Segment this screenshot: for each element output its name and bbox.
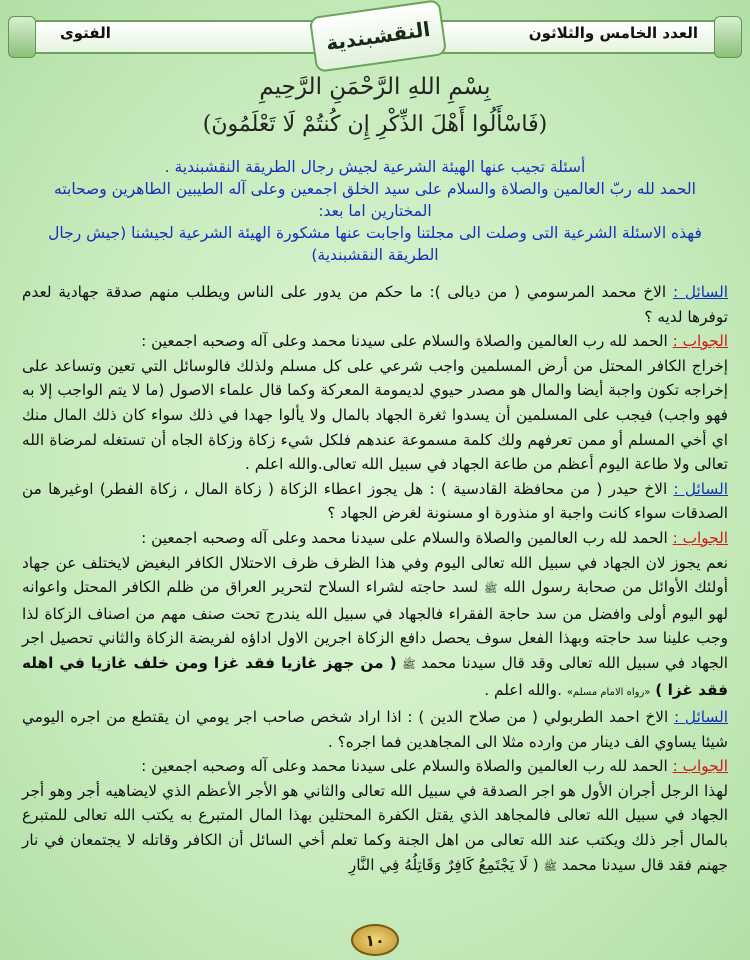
answer-text: نعم يجوز لان الجهاد في سبيل الله تعالى اليوم وفي هذا الظرف ظرف الاحتلال الكافر البغيض لايختلف عن جهاد أولئك الأوائل من صحابة رسول الله: [22, 553, 728, 597]
intro-line-2: الحمد لله ربّ العالمين والصلاة والسلام على سيد الخلق اجمعين وعلى آله الطيبين الطاهرين وصحابته المختارين اما بعد:: [54, 180, 696, 220]
question-label: السائل :: [672, 283, 728, 301]
question-label: السائل :: [674, 708, 728, 727]
answer-1-opening: [22, 329, 728, 354]
answer-text: لهذا الرجل أجران الأول هو اجر الصدقة في سبيل الله تعالى والثاني هو الأجر الأعظم الذي لايضاهيه أجر وهو أجر الجهاد في سبيل الله تعالى فالمجاهد الذي يقتل الكفرة المحتلين بهذا المال المتبرع به يكتب الله تعالى للمتبرع بالمال أجر ذلك ويكتب عند الله تعالى من اهل الجنة وكما تعلم أخي السائل أن الكافر وقاتله لا يجتمعان في نار جهنم فقد قال سيدنا محمد: [22, 781, 728, 874]
answer-opening-text: الحمد لله رب العالمين والصلاة والسلام على سيدنا محمد وعلى آله وصحبه اجمعين :: [141, 757, 668, 776]
ribbon-end-left: [8, 16, 36, 58]
intro-block: [40, 156, 710, 266]
hadith-source: «رواه الامام مسلم»: [566, 686, 651, 698]
issue-title: العدد الخامس والثلاثون: [528, 24, 698, 42]
intro-line-1: أسئلة تجيب عنها الهيئة الشرعية لجيش رجال الطريقة النقشبندية .: [164, 158, 586, 176]
salutation-symbol: ﷺ: [543, 859, 557, 873]
answer-3-body: [22, 779, 728, 879]
section-title: الفتوى: [60, 24, 111, 42]
question-label: السائل :: [673, 479, 728, 498]
question-2: [22, 477, 728, 526]
answer-opening-text: الحمد لله رب العالمين والصلاة والسلام على سيدنا محمد وعلى آله وصحبه اجمعين :: [141, 528, 668, 547]
question-text: الاخ محمد المرسومي ( من ديالى ): ما حكم من يدور على الناس ويطلب منهم صدقة جهادية لعدم توفرها لديه ؟: [22, 283, 728, 326]
answer-label: الجواب :: [672, 332, 728, 351]
ribbon-end-right: [714, 16, 742, 58]
question-1: [22, 280, 728, 329]
salutation-symbol: ﷺ: [402, 657, 416, 671]
answer-3-opening: [22, 754, 728, 779]
answer-label: الجواب :: [672, 757, 728, 776]
answer-1-body: إخراج الكافر المحتل من أرض المسلمين واجب شرعي على كل مسلم ولذلك فالوسائل التي تعين وتساعد على إخراجه تكون واجبة أيضا والمال هو مصدر حيوي لديمومة المعركة وكما قال علماء الاصول (ما لا يتم الواجب إلا به فهو واجب) فيجب على المسلمين أن يسدوا ثغرة الجهاد بالمال ولا يألوا جهدا في ذلك سواء كان ذلك المال منك اي أخي المسلم أو ممن تعرفهم ولك كلمة مسموعة عندهم فلكل شيء زكاة وزكاة الجاه أن تستغله لمرضاة الله تعالى ولا طاعة اليوم أعظم من طاعة الجهاد في سبيل الله تعالى.والله اعلم .: [22, 356, 728, 474]
answer-2-body: [22, 551, 728, 706]
hadith-quote: ( من جهز غازيا فقد غزا ومن خلف غازيا في اهله فقد غزا ): [22, 653, 728, 699]
question-text: الاخ احمد الطربولي ( من صلاح الدين ) : اذا اراد شخص صاحب اجر يومي ان يقتطع من اجره اليومي شيئا يساوي الف دينار من وارده مثلا الى المجاهدين فما اجره؟ .: [22, 708, 728, 751]
answer-opening-text: الحمد لله رب العالمين والصلاة والسلام على سيدنا محمد وعلى آله وصحبه اجمعين :: [141, 332, 668, 351]
basmala: بِسْمِ اللهِ الرَّحْمَنِ الرَّحِيمِ: [259, 74, 491, 100]
intro-line-3: فهذه الاسئلة الشرعية التى وصلت الى مجلتنا واجابت عنها مشكورة الهيئة الشرعية لجيشنا (جيش رجال الطريقة النقشبندية): [48, 224, 702, 264]
quran-verse: (فَاسْأَلُوا أَهْلَ الذِّكْرِ إِن كُنتُمْ لَا تَعْلَمُونَ): [202, 112, 548, 137]
hadith-quote: ( لَا يَجْتَمِعُ كَافِرٌ وَقَاتِلُهُ فِي النَّارِ: [348, 855, 539, 874]
answer-text: لسد حاجته لشراء السلاح لتحرير العراق من ظلم الكافر المحتل واعوانه لهو اليوم أولى وافضل من سد حاجة الفقراء فالجهاد في سبيل الله يندرج تحت صنف مهم من اصناف الزكاة لذا وجب علينا سد حاجته وبهذا الفعل سوف يحصل دافع الزكاة اجرين الاول اداؤه لفريضة الزكاة والثاني تحصيل اجر الجهاد في سبيل الله تعالى وقد قال سيدنا محمد: [22, 578, 728, 672]
answer-2-opening: [22, 526, 728, 551]
salutation-symbol: ﷺ: [484, 582, 498, 596]
answer-label: الجواب :: [672, 528, 728, 547]
page-number: ١٠: [351, 924, 399, 956]
answer-closing: .والله اعلم .: [484, 680, 562, 699]
fatwa-content: [22, 280, 728, 879]
question-3: [22, 705, 728, 754]
page-number-ornament: [344, 922, 406, 958]
question-text: الاخ حيدر ( من محافظة القادسية ) : هل يجوز اعطاء الزكاة ( زكاة المال ، زكاة الفطر) اوغيرها من الصدقات سواء كانت واجبة او منذورة او مسنونة لغرض الجهاد ؟: [22, 479, 728, 523]
magazine-badge: النقشبندية: [309, 0, 448, 73]
